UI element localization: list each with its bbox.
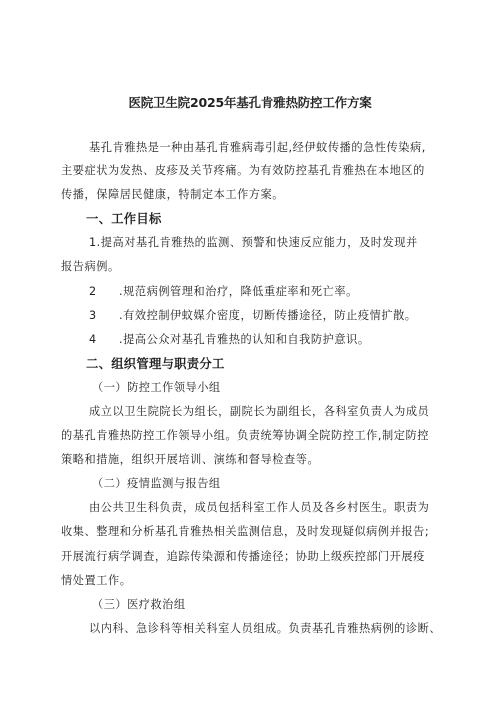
- subsection-3-line-1: 以内科、急诊科等相关科室人员组成。负责基孔肯雅热病例的诊断、: [89, 622, 442, 635]
- subsection-2-line-2: 收集、整理和分析基孔肯雅热相关监测信息，及时发现疑似病例并报告;: [61, 525, 430, 538]
- goal-item-2-number: 2: [89, 285, 97, 298]
- goal-item-4: [89, 333, 489, 347]
- subsection-2-line-3: 开展流行病学调查，追踪传染源和传播途径；协助上级疾控部门开展疫: [61, 550, 425, 563]
- subsection-1-line-2: 的基孔肯雅热防控工作领导小组。负责统筹协调全院防控工作,制定防控: [61, 429, 429, 442]
- subsection-2-heading: （二）疫情监测与报告组: [92, 477, 221, 490]
- subsection-1-line-1: 成立以卫生院院长为组长，副院长为副组长，各科室负责人为成员: [89, 405, 430, 418]
- intro-line-2: 主要症状为发热、皮疹及关节疼痛。为有效防控基孔肯雅热在本地区的: [61, 164, 425, 177]
- subsection-2-line-4: 情处置工作。: [61, 574, 132, 587]
- goal-item-1-text: .提高对基孔肯雅热的监测、预警和快速反应能力，及时发现并: [96, 236, 418, 249]
- goal-item-3-text: .有效控制伊蚊媒介密度，切断传播途径，防止疫情扩散。: [119, 309, 417, 322]
- subsection-1-heading: （一）防控工作领导小组: [92, 381, 221, 394]
- section-1-heading: 一、工作目标: [86, 212, 162, 226]
- subsection-3-heading: （三）医疗救治组: [92, 598, 186, 611]
- intro-line-3: 传播，保障居民健康，特制定本工作方案。: [61, 188, 285, 201]
- goal-item-1-number: 1: [89, 236, 97, 249]
- document-title: 医院卫生院2025年基孔肯雅热防控工作方案: [128, 95, 372, 110]
- goal-item-2-text: .规范病例管理和治疗，降低重症率和死亡率。: [119, 285, 358, 298]
- section-2-heading: 二、组织管理与职责分工: [86, 357, 225, 371]
- subsection-2-line-1: 由公共卫生科负责，成员包括科室工作人员及各乡村医生。职责为: [89, 501, 430, 514]
- subsection-1-line-3: 策略和措施，组织开展培训、演练和督导检查等。: [61, 453, 320, 466]
- intro-line-1: 基孔肯雅热是一种由基孔肯雅病毒引起,经伊蚊传播的急性传染病,: [89, 141, 426, 154]
- goal-item-1-continuation: 报告病例。: [61, 260, 120, 273]
- goal-item-3-number: 3: [89, 309, 97, 322]
- goal-item-1: [89, 236, 489, 250]
- goal-item-4-text: .提高公众对基孔肯雅热的认知和自我防护意识。: [119, 333, 370, 346]
- goal-item-4-number: 4: [89, 333, 97, 346]
- goal-item-3: [89, 309, 489, 323]
- goal-item-2: [89, 285, 489, 299]
